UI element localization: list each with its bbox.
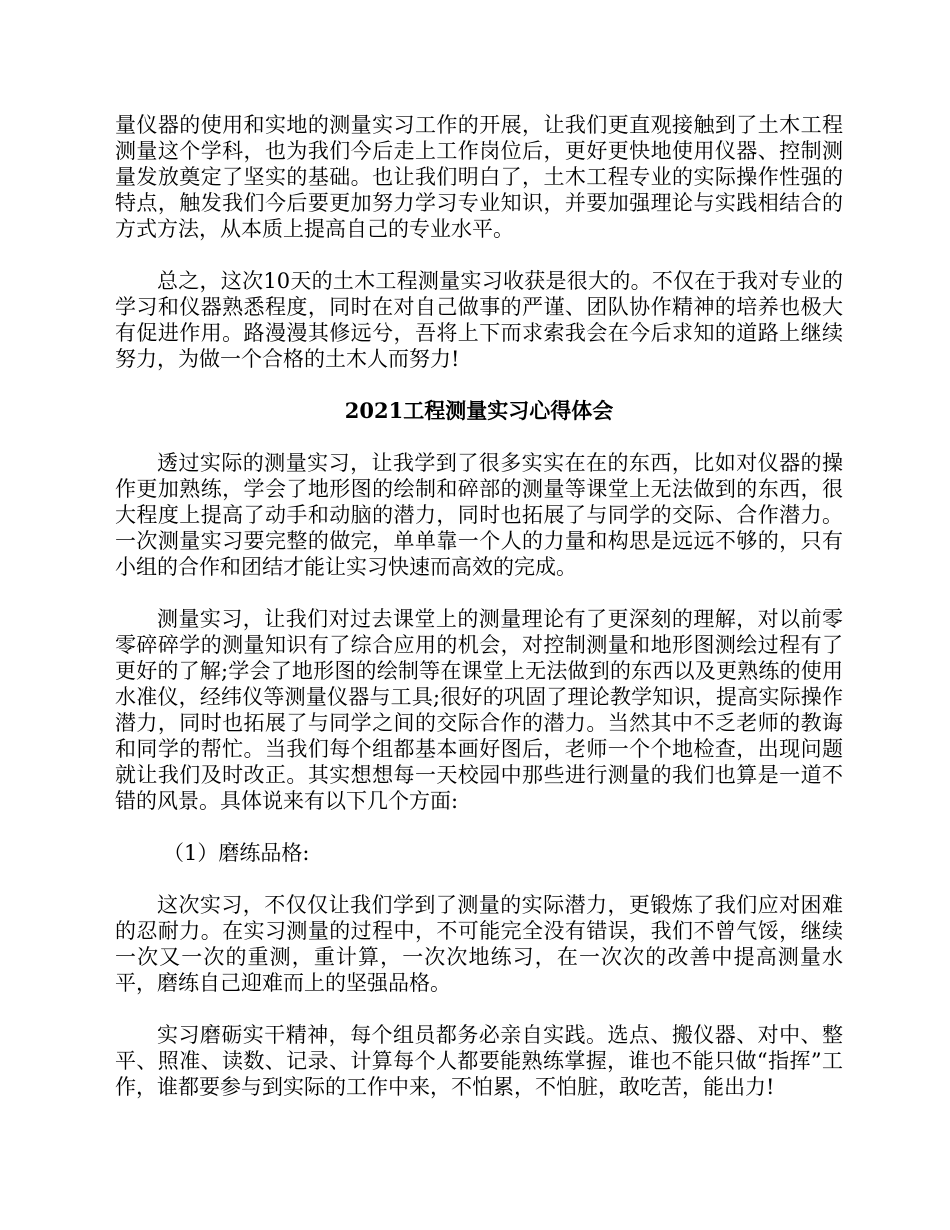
section-heading: 2021工程测量实习心得体会 bbox=[344, 398, 614, 423]
paragraph-continuation: 量仪器的使用和实地的测量实习工作的开展，让我们更直观接触到了土木工程测量这个学科，也为我们今后走上工作岗位后，更好更快地使用仪器、控制测量发放奠定了坚实的基础。也让我们明白了，土木工程专业的实际操作性强的特点，触发我们今后要更加努力学习专业知识，并要加强理论与实践相结合的方式方法，从本质上提高自己的专业水平。 bbox=[115, 113, 843, 241]
paragraph-endurance: 这次实习，不仅仅让我们学到了测量的实际潜力，更锻炼了我们应对困难的忍耐力。在实习测量的过程中，不可能完全没有错误，我们不曾气馁，继续一次又一次的重测，重计算，一次次地练习，在一次次的改善中提高测量水平，磨练自己迎难而上的坚强品格。 bbox=[115, 893, 843, 995]
paragraph-practice: 实习磨砺实干精神，每个组员都务必亲自实践。选点、搬仪器、对中、整平、照准、读数、记录、计算每个人都要能熟练掌握，谁也不能只做“指挥”工作，谁都要参与到实际的工作中来，不怕累，不怕脏，敢吃苦，能出力! bbox=[115, 1023, 843, 1099]
document-body bbox=[115, 112, 843, 1126]
subheading-character: （1）磨练品格: bbox=[163, 841, 310, 865]
paragraph-details: 测量实习，让我们对过去课堂上的测量理论有了更深刻的理解，对以前零零碎碎学的测量知识有了综合应用的机会，对控制测量和地形图测绘过程有了更好的了解;学会了地形图的绘制等在课堂上无法做到的东西以及更熟练的使用水准仪，经纬仪等测量仪器与工具;很好的巩固了理论教学知识，提高实际操作潜力，同时也拓展了与同学之间的交际合作的潜力。当然其中不乏老师的教诲和同学的帮忙。当我们每个组都基本画好图后，老师一个个地检查，出现问题就让我们及时改正。其实想想每一天校园中那些进行测量的我们也算是一道不错的风景。具体说来有以下几个方面: bbox=[115, 607, 843, 813]
paragraph-intro: 透过实际的测量实习，让我学到了很多实实在在的东西，比如对仪器的操作更加熟练，学会了地形图的绘制和碎部的测量等课堂上无法做到的东西，很大程度上提高了动手和动脑的潜力，同时也拓展了与同学的交际、合作潜力。一次测量实习要完整的做完，单单靠一个人的力量和构思是远远不够的，只有小组的合作和团结才能让实习快速而高效的完成。 bbox=[115, 451, 843, 579]
paragraph-conclusion: 总之，这次10天的土木工程测量实习收获是很大的。不仅在于我对专业的学习和仪器熟悉程度，同时在对自己做事的严谨、团队协作精神的培养也极大有促进作用。路漫漫其修远兮，吾将上下而求索我会在今后求知的道路上继续努力，为做一个合格的土木人而努力! bbox=[115, 269, 843, 371]
